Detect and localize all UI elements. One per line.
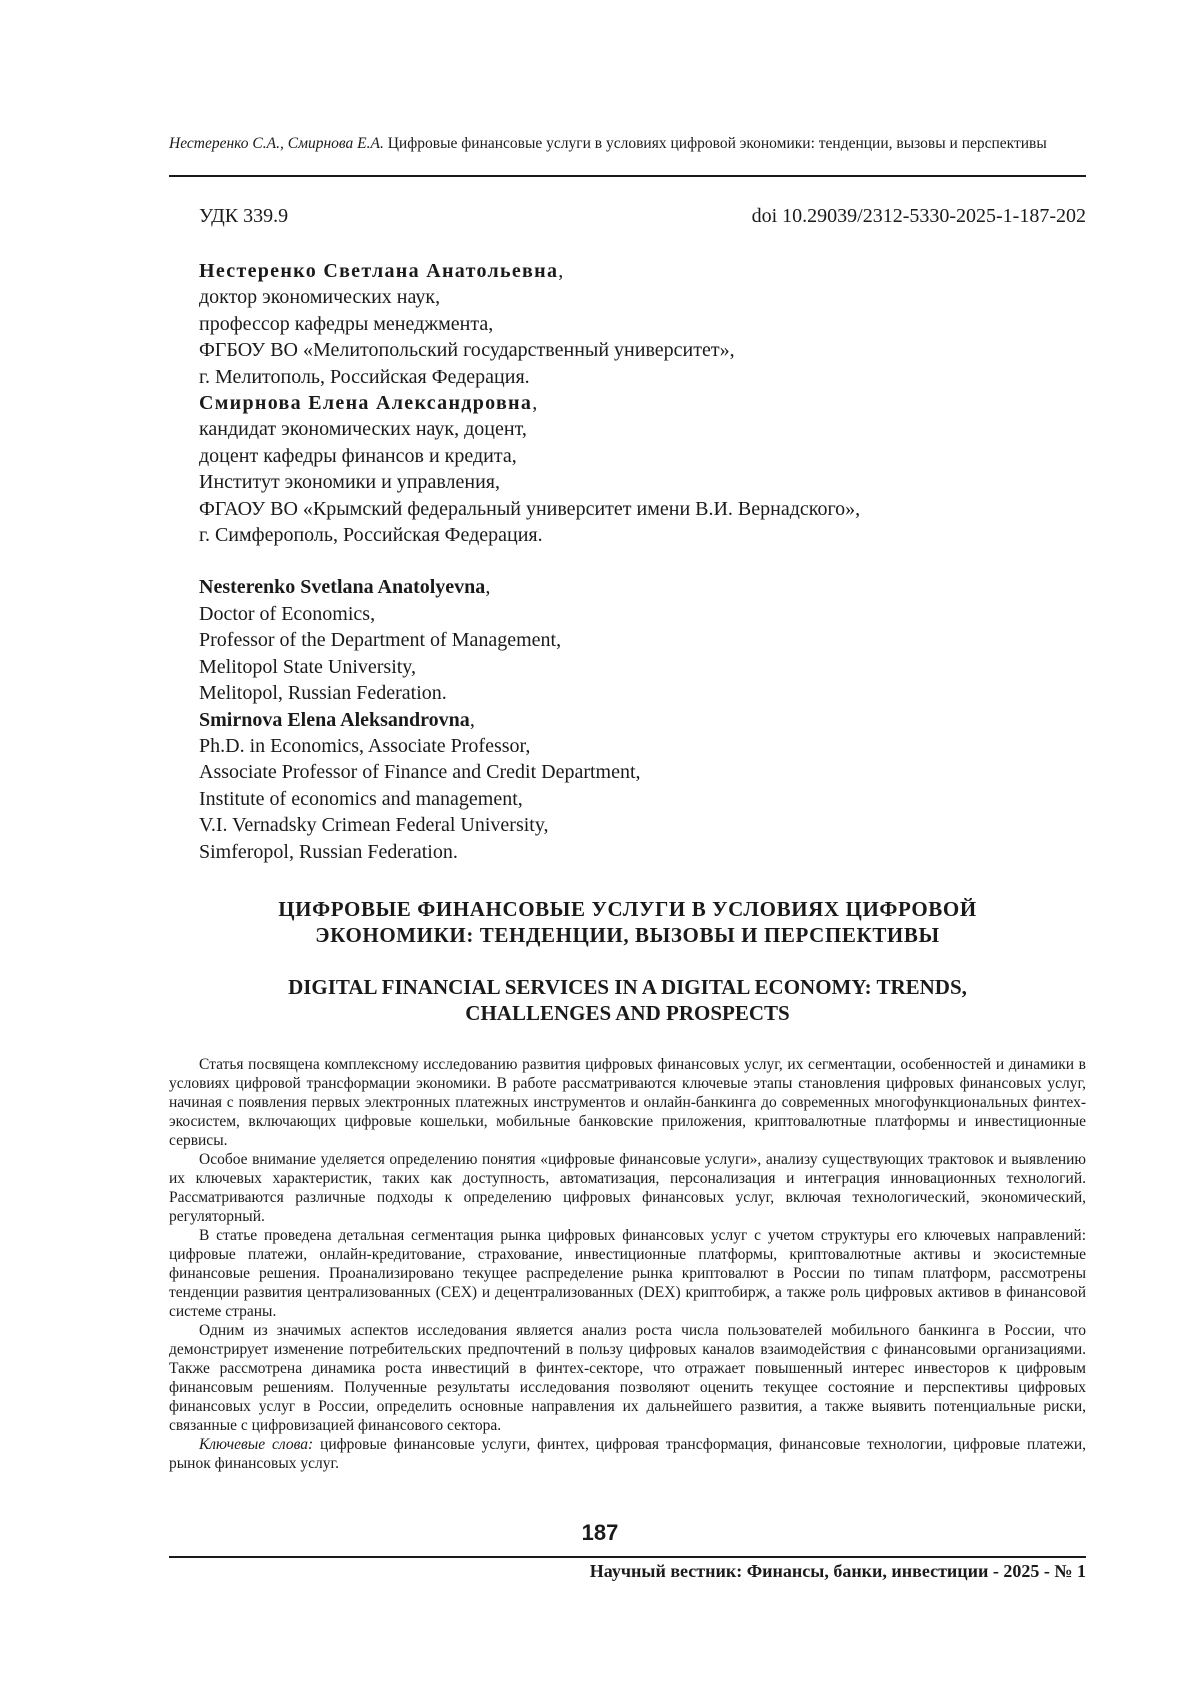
page-number: 187 [581, 1520, 619, 1545]
abstract-paragraph: Одним из значимых аспектов исследования является анализ роста числа пользователей мобильного банкинга в России, что демонстрирует изменение потребительских предпочтений в пользу цифровых каналов взаимодействия с финансовыми организациями. Также рассмотрена динамика роста инвестиций в финтех-секторе, что отражает повышенный интерес инвесторов к цифровым финансовым решениям. Полученные результаты исследования позволяют оценить текущее состояние и перспективы цифровых финансовых услуг в России, определить основные направления их дальнейшего развития, а также выявить потенциальные риски, связанные с цифровизацией финансового сектора. [169, 1322, 1086, 1434]
running-head [169, 134, 1086, 153]
author-detail: кандидат экономических наук, доцент, [199, 418, 527, 441]
author-detail: доцент кафедры финансов и кредита, [199, 444, 517, 467]
author-detail: Associate Professor of Finance and Credit Department, [199, 761, 641, 784]
author-detail: Melitopol, Russian Federation. [199, 682, 447, 705]
abstract [169, 1055, 1086, 1473]
author-detail: V.I. Vernadsky Crimean Federal University, [199, 814, 549, 837]
keywords-text: цифровые финансовые услуги, финтех, цифровая трансформация, финансовые технологии, цифровые платежи, рынок финансовых услуг. [169, 1436, 1086, 1472]
author-detail: г. Симферополь, Российская Федерация. [199, 524, 543, 547]
author-detail: Institute of economics and management, [199, 787, 523, 810]
author-detail: Doctor of Economics, [199, 602, 376, 625]
author-detail: профессор кафедры менеджмента, [199, 312, 494, 335]
abstract-paragraph: В статье проведена детальная сегментация рынка цифровых финансовых услуг с учетом структуры его ключевых направлений: цифровые платежи, онлайн-кредитование, страхование, инвестиционные платформы, криптовалютные активы и экосистемные финансовые решения. Проанализировано текущее распределение рынка криптовалют в России по типам платформ, рассмотрены тенденции развития централизованных (CEX) и децентрализованных (DEX) криптобирж, а также роль цифровых активов в финансовой системе страны. [169, 1227, 1086, 1320]
keywords-label: Ключевые слова: [199, 1436, 314, 1453]
abstract-paragraph: Статья посвящена комплексному исследованию развития цифровых финансовых услуг, их сегментации, особенностей и динамики в условиях цифровой трансформации экономики. В работе рассматриваются ключевые этапы становления цифровых финансовых услуг, начиная с появления первых электронных платежных инструментов и онлайн-банкинга до современных многофункциональных финтех-экосистем, включающих цифровые кошельки, мобильные банковские приложения, криптовалютные платформы и инвестиционные сервисы. [169, 1056, 1086, 1149]
running-head-title: Цифровые финансовые услуги в условиях цифровой экономики: тенденции, вызовы и перспективы [383, 135, 1047, 152]
doi[interactable]: doi 10.29039/2312-5330-2025-1-187-202 [751, 205, 1086, 227]
running-head-authors: Нестеренко С.А., Смирнова Е.А. [169, 135, 384, 152]
author-detail: Институт экономики и управления, [199, 471, 500, 494]
author-name: Nesterenko Svetlana Anatolyevna, [199, 576, 491, 599]
author-detail: ФГАОУ ВО «Крымский федеральный университет имени В.И. Вернадского», [199, 497, 861, 520]
author-detail: Professor of the Department of Management, [199, 629, 562, 652]
article-title-en [169, 974, 1086, 1026]
title-line: DIGITAL FINANCIAL SERVICES IN A DIGITAL ECONOMY: TRENDS, [288, 975, 967, 999]
footer-rule [169, 1556, 1086, 1558]
author-detail: доктор экономических наук, [199, 286, 441, 309]
author-detail: Ph.D. in Economics, Associate Professor, [199, 734, 531, 757]
author-detail: Melitopol State University, [199, 655, 417, 678]
spacer [199, 548, 860, 574]
title-line: ЭКОНОМИКИ: ТЕНДЕНЦИИ, ВЫЗОВЫ И ПЕРСПЕКТИВЫ [315, 923, 940, 947]
author-name: Smirnova Elena Aleksandrovna, [199, 708, 475, 731]
title-line: CHALLENGES AND PROSPECTS [465, 1001, 790, 1025]
author-name: Нестеренко Светлана Анатольевна, [199, 260, 564, 282]
author-detail: г. Мелитополь, Российская Федерация. [199, 365, 530, 388]
udk-code: УДК 339.9 [199, 205, 289, 227]
author-detail: ФГБОУ ВО «Мелитопольский государственный университет», [199, 339, 735, 362]
author-name: Смирнова Елена Александровна, [199, 392, 538, 415]
keywords [169, 1435, 1086, 1473]
article-title-ru [169, 896, 1086, 948]
header-rule [169, 175, 1086, 177]
authors-block [199, 258, 860, 865]
author-detail: Simferopol, Russian Federation. [199, 840, 458, 863]
title-line: ЦИФРОВЫЕ ФИНАНСОВЫЕ УСЛУГИ В УСЛОВИЯХ ЦИФРОВОЙ [278, 897, 977, 921]
journal-footer: Научный вестник: Финансы, банки, инвестиции - 2025 - № 1 [589, 1561, 1086, 1581]
abstract-paragraph: Особое внимание уделяется определению понятия «цифровые финансовые услуги», анализу существующих трактовок и выявлению их ключевых характеристик, таких как доступность, автоматизация, персонализация и интеграция инновационных технологий. Рассматриваются различные подходы к определению цифровых финансовых услуг, включая технологический, экономический, регуляторный. [169, 1151, 1086, 1225]
